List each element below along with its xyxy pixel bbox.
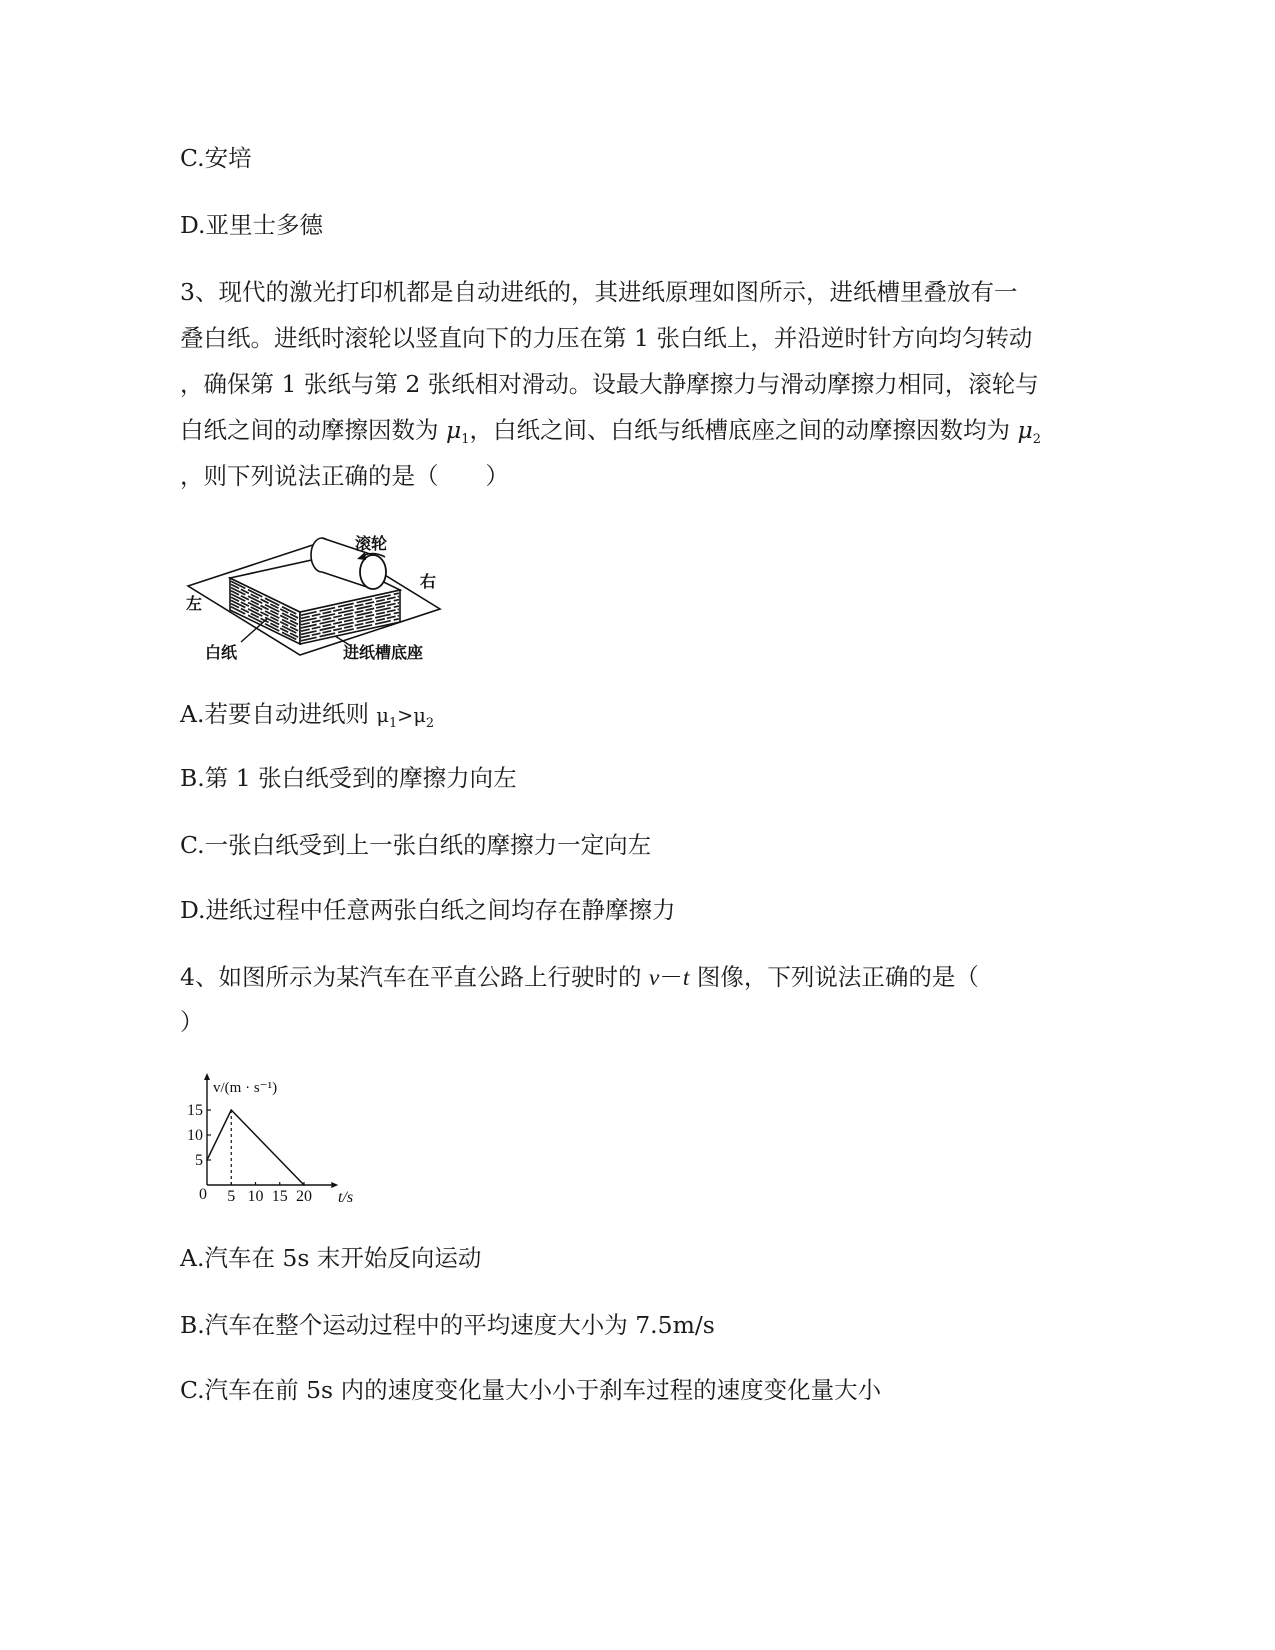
x-axis-label: t/s <box>338 1189 354 1206</box>
mu-subscript: 2 <box>1032 431 1041 447</box>
q3-stem-line-1: 3、现代的激光打印机都是自动进纸的，其进纸原理如图所示，进纸槽里叠放有一 <box>180 278 1018 306</box>
prev-option-c: C.安培 <box>180 144 252 172</box>
right-label: 右 <box>420 572 437 591</box>
y-tick-label: 15 <box>187 1102 203 1119</box>
q3-stem-line-5: ，则下列说法正确的是（ ） <box>180 462 509 490</box>
mu-symbol: μ <box>445 416 462 444</box>
q4-option-c: C.汽车在前 5s 内的速度变化量大小小于刹车过程的速度变化量大小 <box>180 1376 882 1404</box>
q4-stem-text: 4、如图所示为某汽车在平直公路上行驶时的 <box>180 963 649 991</box>
q4-option-b: B.汽车在整个运动过程中的平均速度大小为 7.5m/s <box>180 1311 715 1339</box>
velocity-time-chart <box>180 1068 380 1216</box>
mu-symbol: μ <box>376 704 389 727</box>
q4-option-a: A.汽车在 5s 末开始反向运动 <box>180 1244 482 1272</box>
q3-stem-line-2: 叠白纸。进纸时滚轮以竖直向下的力压在第 1 张白纸上，并沿逆时针方向均匀转动 <box>180 324 1033 352</box>
q3-stem-line-3: ，确保第 1 张纸与第 2 张纸相对滑动。设最大静摩擦力与滑动摩擦力相同，滚轮与 <box>180 370 1039 398</box>
relation-symbol: > <box>397 704 414 727</box>
roller-label: 滚轮 <box>355 534 388 553</box>
tray-base-label: 进纸槽底座 <box>343 643 424 662</box>
x-axis-arrow-icon <box>331 1182 338 1188</box>
y-tick-label: 10 <box>187 1127 203 1144</box>
q3-option-d: D.进纸过程中任意两张白纸之间均存在静摩擦力 <box>180 896 676 924</box>
option-text: A.若要自动进纸则 <box>180 700 377 728</box>
roller-front-end <box>360 555 386 589</box>
y-axis-arrow-icon <box>204 1073 210 1080</box>
paper-feed-diagram <box>183 530 445 665</box>
prev-option-d: D.亚里士多德 <box>180 211 323 239</box>
variable-t: t <box>682 965 690 991</box>
mu-subscript: 1 <box>461 431 470 447</box>
q3-option-c: C.一张白纸受到上一张白纸的摩擦力一定向左 <box>180 831 652 859</box>
x-tick-label: 0 <box>199 1186 207 1203</box>
mu-symbol: μ <box>413 704 426 727</box>
velocity-point <box>206 1159 208 1161</box>
y-axis-label: v/(m · s⁻¹) <box>213 1080 278 1096</box>
paper-label: 白纸 <box>205 643 238 662</box>
q3-option-b: B.第 1 张白纸受到的摩擦力向左 <box>180 764 517 792</box>
q4-stem-line-1 <box>180 962 979 992</box>
x-tick-label: 15 <box>271 1188 288 1205</box>
velocity-point <box>230 1109 232 1111</box>
x-tick-label: 10 <box>247 1188 264 1205</box>
mu-symbol: μ <box>1017 416 1033 444</box>
q4-stem-line-2: ） <box>180 1008 204 1036</box>
y-tick-label: 5 <box>195 1152 203 1169</box>
x-tick-label: 5 <box>227 1188 236 1205</box>
mu-subscript: 2 <box>425 715 435 731</box>
q3-stem-text: ，白纸之间、白纸与纸槽底座之间的动摩擦因数均为 <box>469 416 1018 444</box>
variable-v: v <box>648 965 660 991</box>
velocity-line-segment <box>231 1110 304 1185</box>
q3-stem-line-4 <box>180 415 1041 445</box>
q3-stem-text: 白纸之间的动摩擦因数为 <box>180 416 446 444</box>
dash: － <box>659 963 683 991</box>
q3-option-a <box>180 699 434 729</box>
mu-subscript: 1 <box>388 715 398 731</box>
q4-stem-text: 图像，下列说法正确的是（ <box>689 963 979 991</box>
x-tick-label: 20 <box>296 1188 312 1205</box>
velocity-point <box>303 1184 305 1186</box>
left-label: 左 <box>186 594 203 613</box>
